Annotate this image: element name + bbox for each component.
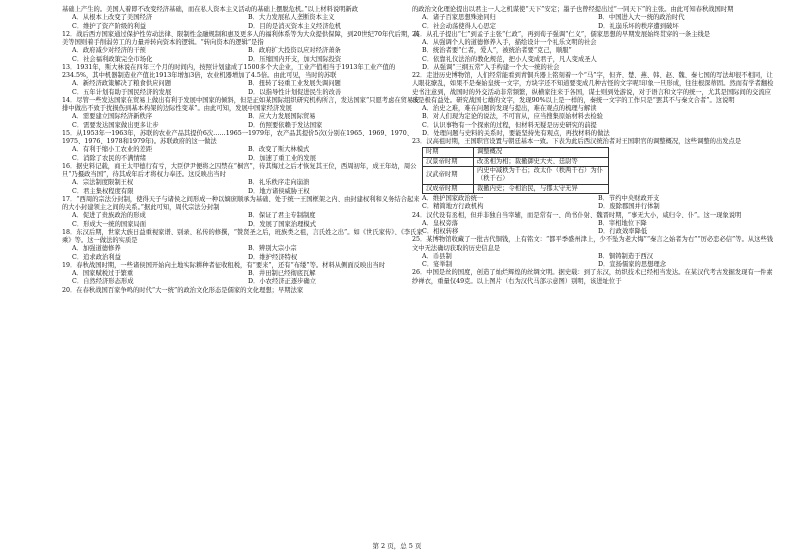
answer-option: D．压缩国内开支，加大国际投资 <box>248 55 342 63</box>
answer-option: B．礼乐秩序走向崩溃 <box>248 179 310 187</box>
answer-option: C．相权转移 <box>422 228 459 236</box>
answer-option: A．宗法制度限制王权 <box>72 179 134 187</box>
table-header-cell: 调整概况 <box>474 148 609 158</box>
table-cell: 内史中减秩为千石；改太仆（秩两千石）为仆（秩千石） <box>474 167 609 184</box>
answer-option: D．处理问题与史料的关系时，要能坚持先有观点，再找材料的做法 <box>422 129 610 137</box>
table-cell: 裁撤内史；令相治民，与郡太守无异 <box>474 184 609 194</box>
table-cell: 汉成帝时期 <box>423 184 474 194</box>
answer-option: C．自然经济形态形成 <box>72 278 134 286</box>
question-text: 的政治文化理论提出以君主一人之机谋使“天下”安定；墨子也曾经提出过“一同天下”的主张。由此可知春秋战国时期 <box>412 6 734 13</box>
answer-option: C．君主集权程度有限 <box>72 187 134 195</box>
answer-option: D．仿照要依赖于发达国家 <box>248 121 323 129</box>
question-text: 16．据史料记载，商王太甲德行有亏，大臣伊尹便将之囚禁在“桐宫”，待其悔过之后才恢复其王位，西周初年，成王年幼，周公旦“乃摄政当国”，待其成年后才将权力奉还。这反映出当时 <box>62 162 417 178</box>
answer-option: B．辨别大宗小宗 <box>248 245 297 253</box>
answer-option: B．保证了君主专制制度 <box>248 212 316 220</box>
right-column-top <box>412 6 774 146</box>
question-text: 23．汉高祖时期，王国职官设置与朝廷基本一致。下表为此后西汉统治者对王国职官的调整概况，这些调整的出发点是 <box>412 138 742 145</box>
right-column-bottom <box>412 195 774 286</box>
answer-option: A．需要建立国际经济新秩序 <box>72 113 153 121</box>
answer-option-row <box>412 220 774 228</box>
answer-option: C．五年计划有助于国民经济的发展 <box>72 88 172 96</box>
answer-option: A．促进了贵族政治的形成 <box>72 212 146 220</box>
answer-option: C．依靠礼仪法治的教化规范，把小人变成君子，凡人变成圣人 <box>422 55 597 63</box>
answer-option-row <box>62 122 424 130</box>
question-text: 基础上产生的。美国人着即不改变经济基础，而在私人资本主义活动的基础上摆脱危机。”以上材料说明新政 <box>62 6 359 13</box>
answer-option-row <box>62 47 424 55</box>
answer-option-row <box>412 23 774 31</box>
answer-option: A．治史之难，难在问题的发现与提出，难在观点的梳理与解读 <box>422 105 597 112</box>
question-text: 24．汉代设有丞相，但并非独自当宰辅，而是常有一、尚书仆射、魏晋时期，“事无大小，咸归令、仆”。这一现象说明 <box>412 211 742 219</box>
question-text: 21．从孔子提出“仁”到孟子主张“仁政”，再到荀子强调“仁义”，儒家思想的早期发展始终贯穿的一条主线是 <box>412 30 711 38</box>
table-cell: 改丞相为相；裁撤御史大夫、廷尉等 <box>474 157 609 167</box>
answer-option-row <box>62 179 424 187</box>
answer-option: D．行政效率降低 <box>598 228 648 236</box>
answer-option: D．礼崩乐坏的秩序遭到破坏 <box>598 22 679 30</box>
answer-option-row <box>62 56 424 64</box>
answer-option: C．精简地方行政机构 <box>422 203 484 211</box>
answer-option: D．以指导性计划促进民生的改善 <box>248 88 342 96</box>
answer-option: B．政府扩大投资以应对经济萧条 <box>248 47 341 55</box>
answer-option-row <box>62 89 424 97</box>
answer-option: A．有利于缩小工农业的差距 <box>72 146 153 154</box>
answer-option: A．皇权旁落 <box>422 219 459 227</box>
answer-option-row <box>62 212 424 220</box>
answer-option: A．国家赋税过于繁重 <box>72 270 134 277</box>
answer-option: B．扭转了轻重工业发展失调问题 <box>248 80 341 88</box>
answer-option: D．地方诸侯威胁王权 <box>248 187 310 195</box>
question-text: 22．走进历史博物馆，人们经常能看到青铜兵器上铭刻着一个“马”字，但齐、楚、燕、韩、赵、魏、秦七国的写法却很不相同，让人眼花缭乱，如果不是秦始皇统一文字，方块字还不知道要变成几种古怪的文字呢!印象一旦形成，往往根深蒂固。然而有学者翻检史书注意到，战国时的外交活动非常频繁，纵横家往来于各国，谋士则到处游说，对于语言和文字的统一，尤其是国际间的交流应该是极有益处。研究战国七雄的文字，发现90%以上是一样的，秦统一文字的工作只是“罢其不与秦文合者”。这说明 <box>412 72 774 104</box>
answer-option: B．井田制已经彻底瓦解 <box>248 270 316 277</box>
answer-option: C．社会动荡使得人心思定 <box>422 22 497 30</box>
left-column <box>62 6 424 295</box>
table-cell: 汉景帝时期 <box>423 157 474 167</box>
answer-option-row <box>62 146 424 154</box>
answer-option: A．诸子百家思想殊途同归 <box>422 14 496 22</box>
answer-option: B．改变了斯大林模式 <box>248 146 310 154</box>
answer-option: C．追求政治利益 <box>72 253 121 261</box>
question-text: 20．在春秋战国百家争鸣的时代“大一统”的政治文化形态是儒家的文化理想；早期法家 <box>62 286 304 294</box>
answer-option: B．大力发展私人垄断资本主义 <box>248 14 335 22</box>
answer-option: C．形成大一统的国家局面 <box>72 220 147 228</box>
answer-option: C．需要发达国家做出更多让步 <box>72 121 159 129</box>
answer-option: A．维护国家政治统一 <box>422 195 484 203</box>
answer-option: A．政府减少对经济的干预 <box>72 47 146 55</box>
table-header-row <box>423 148 609 158</box>
answer-option-row <box>62 23 424 31</box>
answer-option: A．加强道德修养 <box>72 245 121 253</box>
answer-option: A．从强调个人的道德修养入手，描绘设计一个礼乐文明的社会 <box>422 39 597 46</box>
answer-option: B．统治者要“仁者，爱人”，被统治者要“克己，顺服” <box>422 47 572 55</box>
answer-option-row <box>412 203 774 211</box>
answer-option-row <box>62 221 424 229</box>
answer-option: D．小农经济正逐步确立 <box>248 278 317 286</box>
answer-option: A．币县制 <box>422 252 452 260</box>
question-text: 14．尽管一些发达国家在贸易上做出有利于发展中国家的倾斜，但是正如某国际组织研究机构所言，发达国家“只愿考虑在贸易安排中做出不致于扰损伤到基本构架的边际性变革”。由此可知，发展中国家经济发展 <box>62 96 420 112</box>
answer-option: D．从强调“三纲五常”入手构建一个大一统的社会 <box>422 63 560 71</box>
answer-option-row <box>62 245 424 253</box>
answer-option: B．对人们现为定论的说法，不可盲从，应当搜集原始材料去检验 <box>422 113 603 121</box>
question-text: 13．1931年，斯大林说在四年三个月的时间内，按照计划建成了1500多个大企业，工业产值相当于1913年工业产值的234.5%，其中机器制造业产值比1913年增加3倍，农业机器增加了4.5倍。由此可见，当时的苏联 <box>62 63 396 79</box>
answer-option-row <box>62 80 424 88</box>
question-text: 15．从1953年一1963年，苏联的农业产品其提价6次……1965一1979年，农产品其提价5次(分别在1965、1969、1970、1975、1976、1978和1979年)。苏联政府的这一做法 <box>62 129 414 145</box>
adjustment-table <box>422 147 609 194</box>
answer-option-row <box>62 155 424 163</box>
answer-option-row <box>62 188 424 196</box>
answer-option: B．中国进入大一统的政治时代 <box>598 14 685 22</box>
table-row <box>423 184 609 194</box>
answer-option: D．维护经济特权 <box>248 253 298 261</box>
question-text: 18．东汉后期，世家大族日益重视家谱、别录、私传的修撰，“赞贤圣之后，班族类之祖，言氏姓之出”。如《世氏家传》、《李氏家乘》等。这一做法的实质是 <box>62 228 423 244</box>
answer-option: D．发展了国家治理模式 <box>248 220 317 228</box>
page-footer: 第 2 页，总 5 页 <box>372 542 422 550</box>
table-header-cell: 时期 <box>423 148 474 158</box>
table-row <box>423 167 609 184</box>
answer-option: C．消除了农民的不满情绪 <box>72 154 147 162</box>
answer-option-row <box>412 14 774 22</box>
answer-option: C．宴举制 <box>422 261 453 269</box>
question-text: 26．中国是丝的国度，创造了灿烂辉煌的丝绸文明。据史载：到了东汉，纺织技术已经相当发达。在某汉代考古发掘发现有一件素纱禅衣，重量仅49克。以上图片（右为汉代马部示意图）别明，该进址位于 <box>412 269 773 285</box>
answer-option-row <box>62 14 424 22</box>
question-text: 25．某博物馆收藏了一批古代铜钱，上有铭文：“都平季盛州津上，少不坠为老大悔”“秦言之始者为右”“厉必恋必信”等。从这些钱文中无法确切获取的历史信息是 <box>412 236 774 252</box>
question-text: 17．“西周的宗法分封制，使得天子与诸侯之间形成一种以嫡庶顺承为基础、处于统一王国框架之内、由封建权利和义务结合起来的大小封建领主之间的关系。”据此可知，周代宗法分封制 <box>62 195 420 211</box>
answer-option: B．应大力发展国际贸易 <box>248 113 316 121</box>
answer-option: D．加速了重工业的发展 <box>248 154 317 162</box>
answer-option: D．宣扬儒家的思想理念 <box>598 261 667 269</box>
answer-option: C．维护了资产阶级的利益 <box>72 22 147 30</box>
answer-option: C．社会福利政策完全市场化 <box>72 55 153 63</box>
answer-option-row <box>62 113 424 121</box>
answer-option: B．铜铸制造于西汉 <box>598 252 654 260</box>
answer-option: D．目的是消灭资本主义经济危机 <box>248 22 342 30</box>
question-text: 12．战后西方国家通过保护性劳动法律、限制性金融规制和惠及更多人的福利体系等为大众提供保障，到20世纪70年代后期，英美等国则着手削弱劳工的力量并转向资本的逻辑。“转向资本的逻辑”是指 <box>62 30 420 46</box>
answer-option: C．认识事物有一个探索的过程，但材料无疑是历史研究的前提 <box>422 121 597 129</box>
answer-option: A．从根本上改变了美国经济 <box>72 14 153 22</box>
table-row <box>423 157 609 167</box>
answer-option-row <box>62 254 424 262</box>
answer-option: B．宰相地位下降 <box>598 219 647 227</box>
right-column <box>412 6 774 286</box>
answer-option-row <box>62 270 424 278</box>
answer-option-row <box>412 253 774 261</box>
answer-option: B．节约中央财政开支 <box>598 195 660 203</box>
table-cell: 汉武帝时期 <box>423 167 474 184</box>
question-text: 19．春秋战国时期，一些诸侯国开始向土地实际耕种者征收租税，有“要来”，还有“布缕”等。材料从侧面反映出当时 <box>62 261 386 269</box>
answer-option-row <box>62 278 424 286</box>
answer-option: D．废除郡国并行体制 <box>598 203 660 211</box>
answer-option: A．新经济政策解决了粮食供应问题 <box>72 80 172 88</box>
